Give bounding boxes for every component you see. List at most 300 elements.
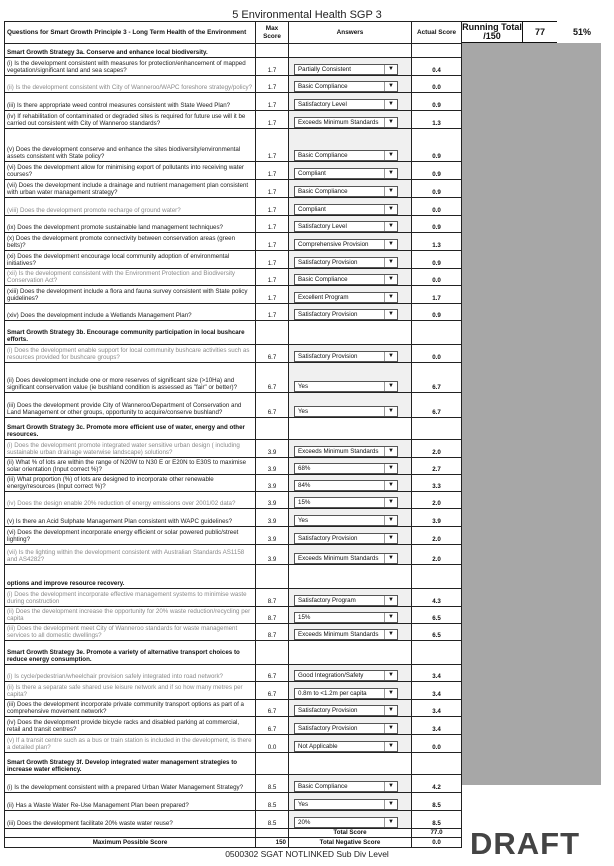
answer-cell [289,269,412,286]
answer-cell [289,129,412,162]
question-text: (iii) What proportion (%) of lots are designed to incorporate other renewable energy/resources (Input correct %)? [5,475,256,492]
answer-value: Exceeds Minimum Standards [298,118,379,126]
answer-dropdown[interactable] [294,64,398,75]
question-row [5,216,462,233]
answer-dropdown[interactable] [294,612,398,623]
max-score: 1.7 [256,269,289,286]
chevron-down-icon[interactable]: ▼ [384,82,397,91]
section-heading: Smart Growth Strategy 3c. Promote more efficient use of water, energy and other resources. [5,418,256,440]
answer-value: 15% [298,498,311,506]
question-row [5,624,462,641]
question-text: (viii) Does the development promote recharge of ground water? [5,198,256,216]
question-row [5,393,462,418]
answer-dropdown[interactable] [294,309,398,320]
answer-value: 84% [298,481,311,489]
empty-cell [256,44,289,58]
question-row [5,251,462,269]
empty-cell [412,753,462,775]
question-text: (i) Is the development consistent with measures for protection/enhancement of mapped vegetation/significant land and sea scapes? [5,58,256,76]
actual-score: 0.4 [412,58,462,76]
chevron-down-icon[interactable]: ▼ [384,407,397,416]
actual-score: 6.7 [412,393,462,418]
question-text: (iv) Does the development provide bicycle racks and disabled parking at commercial, retail and transit centres? [5,717,256,735]
section-heading: Smart Growth Strategy 3f. Develop integrated water management strategies to increase water efficiency. [5,753,256,775]
actual-score: 0.9 [412,251,462,269]
answer-value: Basic Compliance [298,275,348,283]
max-score: 1.7 [256,233,289,251]
question-row [5,58,462,76]
max-score: 6.7 [256,700,289,717]
question-text: (ix) Does the development promote sustainable land management techniques? [5,216,256,233]
question-row [5,111,462,129]
question-row [5,345,462,363]
actual-score: 0.0 [412,345,462,363]
max-score: 1.7 [256,162,289,180]
chevron-down-icon[interactable]: ▼ [384,382,397,391]
chevron-down-icon[interactable]: ▼ [384,258,397,267]
max-score: 3.9 [256,492,289,509]
answer-value: Satisfactory Provision [298,352,358,360]
totals-spacer [256,829,289,838]
total-score-label: Total Score [289,829,412,838]
answer-dropdown[interactable] [294,81,398,92]
answer-value: Excellent Program [298,293,349,301]
answer-cell [289,589,412,607]
max-score: 3.9 [256,509,289,527]
answer-value: Exceeds Minimum Standards [298,447,379,455]
answer-dropdown[interactable] [294,292,398,303]
actual-score: 2.7 [412,458,462,475]
answer-cell [289,545,412,565]
actual-score: 1.3 [412,233,462,251]
actual-score: 6.5 [412,607,462,624]
answer-dropdown[interactable] [294,533,398,544]
answer-value: Exceeds Minimum Standards [298,630,379,638]
empty-cell [412,418,462,440]
answer-value: Satisfactory Level [298,222,347,230]
answer-dropdown[interactable] [294,629,398,640]
page-title: 5 Environmental Health SGP 3 [232,9,382,21]
max-score: 1.7 [256,198,289,216]
question-row [5,440,462,458]
question-row [5,198,462,216]
answer-cell [289,304,412,321]
answer-dropdown[interactable] [294,99,398,110]
answer-cell [289,775,412,793]
answer-value: Exceeds Minimum Standards [298,554,379,562]
chevron-down-icon[interactable]: ▼ [384,275,397,284]
answer-cell [289,76,412,93]
answer-value: Satisfactory Provision [298,534,358,542]
chevron-down-icon[interactable]: ▼ [384,187,397,196]
answer-value: 0.8m to <1.2m per capita [298,689,367,697]
question-text: (x) Does the development promote connectivity between conservation areas (green belts)? [5,233,256,251]
chevron-down-icon[interactable]: ▼ [384,724,397,733]
answer-value: Yes [298,800,309,808]
chevron-down-icon[interactable]: ▼ [384,596,397,605]
chevron-down-icon[interactable]: ▼ [384,782,397,791]
answer-cell [289,624,412,641]
answer-value: Basic Compliance [298,187,348,195]
answer-value: Yes [298,382,309,390]
actual-score: 0.9 [412,93,462,111]
question-column-header: Questions for Smart Growth Principle 3 - Long Term Health of the Environment [5,22,256,44]
question-row [5,607,462,624]
section-heading: Smart Growth Strategy 3b. Encourage community participation in local bushcare efforts. [5,321,256,345]
answer-cell [289,665,412,682]
empty-cell [289,565,412,589]
answer-value: Basic Compliance [298,82,348,90]
max-score: 0.0 [256,735,289,753]
empty-cell [256,565,289,589]
max-score: 1.7 [256,76,289,93]
actual-score: 4.2 [412,775,462,793]
answer-dropdown[interactable] [294,463,398,474]
answer-dropdown[interactable] [294,741,398,752]
question-text: (iv) Does the design enable 20% reduction of energy emissions over 2001/02 data? [5,492,256,509]
question-row [5,304,462,321]
question-text: (iii) Does the development facilitate 20% waste water reuse? [5,811,256,829]
answer-cell [289,811,412,829]
actual-score: 0.0 [412,735,462,753]
actual-score: 3.4 [412,665,462,682]
answer-value: 15% [298,613,311,621]
max-score: 3.9 [256,458,289,475]
section-heading: Smart Growth Strategy 3e. Promote a variety of alternative transport choices to reduce energy consumption. [5,641,256,665]
answer-dropdown[interactable] [294,497,398,508]
answer-cell [289,216,412,233]
answer-dropdown[interactable] [294,446,398,457]
section-heading: options and improve resource recovery. [5,565,256,589]
question-text: (xii) Is the development consistent with the Environment Protection and Biodiversity Conservation Act? [5,269,256,286]
chevron-down-icon[interactable]: ▼ [384,671,397,680]
question-text: (ii) Is the development consistent with City of Wanneroo/WAPC foreshore strategy/policy? [5,76,256,93]
question-text: (i) Does the development incorporate effective management systems to minimise waste during construction [5,589,256,607]
question-row [5,793,462,811]
actual-score: 3.4 [412,717,462,735]
answer-dropdown[interactable] [294,406,398,417]
answer-cell [289,180,412,198]
chevron-down-icon[interactable]: ▼ [384,554,397,563]
max-score: 1.7 [256,93,289,111]
answer-dropdown[interactable] [294,150,398,161]
answer-cell [289,93,412,111]
empty-cell [412,321,462,345]
max-possible-score-label: Maximum Possible Score [5,838,256,848]
answer-cell [289,793,412,811]
actual-score: 0.0 [412,269,462,286]
max-score: 1.7 [256,180,289,198]
total-score-value: 77.0 [412,829,462,838]
chevron-down-icon[interactable]: ▼ [384,481,397,490]
empty-cell [289,418,412,440]
max-score: 3.9 [256,545,289,565]
answer-dropdown[interactable] [294,480,398,491]
answer-value: Yes [298,516,309,524]
actual-score: 6.7 [412,363,462,393]
empty-cell [412,641,462,665]
question-text: (xiv) Does the development include a Wetlands Management Plan? [5,304,256,321]
question-text: (v) If a transit centre such as a bus or train station is included in the development, is there a detailed plan? [5,735,256,753]
question-text: (vi) Does the development allow for minimising export of pollutants into receiving water courses? [5,162,256,180]
answers-column-header: Answers [289,22,412,44]
chevron-down-icon[interactable]: ▼ [384,169,397,178]
question-text: (iii) Does the development provide City of Wanneroo/Department of Conservation and Land Management or other groups, opportunity to acquire/conserve bushland? [5,393,256,418]
chevron-down-icon[interactable]: ▼ [384,613,397,622]
answer-dropdown[interactable] [294,705,398,716]
question-row [5,129,462,162]
answer-dropdown[interactable] [294,799,398,810]
actual-score: 0.9 [412,162,462,180]
question-row [5,775,462,793]
chevron-down-icon[interactable]: ▼ [384,464,397,473]
chevron-down-icon[interactable]: ▼ [384,310,397,319]
question-row [5,700,462,717]
answer-dropdown[interactable] [294,723,398,734]
answer-value: Satisfactory Level [298,100,347,108]
actual-score: 2.0 [412,527,462,545]
section-row [5,565,462,589]
question-text: (i) Does the development promote integrated water sensitive urban design ( including sustainable urban drainage waterwise landscape) solutions? [5,440,256,458]
question-text: (ii) Has a Waste Water Re-Use Management Plan been prepared? [5,793,256,811]
question-text: (iii) Is there appropriate weed control measures consistent with State Weed Plan? [5,93,256,111]
answer-dropdown[interactable] [294,168,398,179]
question-row [5,233,462,251]
answer-dropdown[interactable] [294,817,398,828]
section-row [5,44,462,58]
answer-cell [289,527,412,545]
max-score: 6.7 [256,345,289,363]
answer-dropdown[interactable] [294,515,398,526]
actual-score: 3.4 [412,700,462,717]
actual-score: 8.5 [412,811,462,829]
max-score: 1.7 [256,58,289,76]
chevron-down-icon[interactable]: ▼ [384,65,397,74]
empty-cell [256,753,289,775]
answer-value: Compliant [298,169,326,177]
max-score: 8.7 [256,589,289,607]
answer-cell [289,251,412,269]
actual-score: 0.9 [412,180,462,198]
question-text: (iv) If rehabilitation of contaminated or degraded sites is required for future use will it be carried out consistent with City of Wanneroo standards? [5,111,256,129]
answer-value: Good Integration/Safety [298,671,364,679]
answer-dropdown[interactable] [294,381,398,392]
max-score: 1.7 [256,251,289,269]
question-text: (vi) Does the development incorporate energy efficient or solar powered public/street lighting? [5,527,256,545]
answer-cell [289,492,412,509]
question-text: (xi) Does the development encourage local community adoption of environmental initiatives? [5,251,256,269]
answer-value: Yes [298,407,309,415]
chevron-down-icon[interactable]: ▼ [384,222,397,231]
answer-cell [289,162,412,180]
answer-dropdown[interactable] [294,670,398,681]
answer-cell [289,198,412,216]
answer-dropdown[interactable] [294,688,398,699]
question-row [5,76,462,93]
chevron-down-icon[interactable]: ▼ [384,447,397,456]
max-score: 1.7 [256,111,289,129]
question-row [5,363,462,393]
answer-value: Not Applicable [298,742,338,750]
page-footer: 0500302 SGAT NOTLINKED Sub Div Level [225,849,389,859]
answer-dropdown[interactable] [294,186,398,197]
question-row [5,475,462,492]
answer-cell [289,682,412,700]
section-row [5,753,462,775]
answer-cell [289,111,412,129]
question-row [5,269,462,286]
max-score: 1.7 [256,216,289,233]
assessment-table [4,21,462,848]
section-row [5,641,462,665]
chevron-down-icon[interactable]: ▼ [384,100,397,109]
question-text: (iii) Does the development meet City of Wanneroo standards for waste management services to all domestic dwellings? [5,624,256,641]
max-score-column-header: Max Score [256,22,289,44]
empty-cell [412,44,462,58]
answer-cell [289,607,412,624]
max-score: 1.7 [256,286,289,304]
question-text: (i) Is cycle/pedestrian/wheelchair provision safely integrated into road network? [5,665,256,682]
actual-score: 3.4 [412,682,462,700]
chevron-down-icon[interactable]: ▼ [384,742,397,751]
chevron-down-icon[interactable]: ▼ [384,534,397,543]
answer-value: Satisfactory Provision [298,724,358,732]
running-total-percent: 51% [557,21,607,43]
max-score: 8.5 [256,775,289,793]
answer-cell [289,440,412,458]
answer-value: Basic Compliance [298,782,348,790]
empty-cell [256,418,289,440]
actual-score: 0.9 [412,304,462,321]
max-score: 6.7 [256,665,289,682]
actual-score: 0.9 [412,216,462,233]
max-score: 1.7 [256,304,289,321]
answer-cell [289,509,412,527]
chevron-down-icon[interactable]: ▼ [384,151,397,160]
answer-dropdown[interactable] [294,781,398,792]
running-total-value: 77 [522,21,558,43]
max-score: 6.7 [256,682,289,700]
answer-dropdown[interactable] [294,117,398,128]
answer-value: 68% [298,464,311,472]
question-row [5,180,462,198]
chevron-down-icon[interactable]: ▼ [384,205,397,214]
answer-value: 20% [298,818,311,826]
answer-cell [289,345,412,363]
actual-score: 3.3 [412,475,462,492]
empty-cell [289,753,412,775]
max-score: 8.5 [256,793,289,811]
chevron-down-icon[interactable]: ▼ [384,630,397,639]
chevron-down-icon[interactable]: ▼ [384,689,397,698]
answer-cell [289,286,412,304]
answer-cell [289,717,412,735]
question-row [5,665,462,682]
answer-value: Satisfactory Program [298,596,356,604]
answer-cell [289,233,412,251]
question-row [5,545,462,565]
section-row [5,321,462,345]
section-row [5,418,462,440]
empty-cell [256,321,289,345]
chevron-down-icon[interactable]: ▼ [384,706,397,715]
chevron-down-icon[interactable]: ▼ [384,516,397,525]
actual-score: 1.7 [412,286,462,304]
answer-cell [289,363,412,393]
max-score: 3.9 [256,440,289,458]
answer-value: Compliant [298,205,326,213]
empty-cell [412,565,462,589]
answer-cell [289,458,412,475]
question-row [5,527,462,545]
question-text: (v) Is there an Acid Sulphate Management Plan consistent with WAPC guidelines? [5,509,256,527]
question-row [5,717,462,735]
answer-dropdown[interactable] [294,204,398,215]
total-negative-score-value: 0.0 [412,838,462,848]
answer-cell [289,700,412,717]
actual-score: 2.0 [412,440,462,458]
actual-score: 4.3 [412,589,462,607]
answer-dropdown[interactable] [294,351,398,362]
totals-spacer [5,829,256,838]
max-possible-score-value: 150 [256,838,289,848]
question-text: (ii) What % of lots are within the range of N20W to N30 E or E20N to E30S to maximise solar orientation (Input correct %)? [5,458,256,475]
actual-score: 0.0 [412,198,462,216]
question-text: (i) Is the development consistent with a prepared Urban Water Management Strategy? [5,775,256,793]
actual-score: 1.3 [412,111,462,129]
question-text: (vii) Is the lighting within the development consistent with Australian Standards AS1158 and AS4282? [5,545,256,565]
total-negative-score-label: Total Negative Score [289,838,412,848]
answer-value: Satisfactory Provision [298,706,358,714]
chevron-down-icon[interactable]: ▼ [384,498,397,507]
answer-value: Partially Consistent [298,65,351,73]
answer-cell [289,58,412,76]
chevron-down-icon[interactable]: ▼ [384,352,397,361]
question-row [5,509,462,527]
chevron-down-icon[interactable]: ▼ [384,293,397,302]
chevron-down-icon[interactable]: ▼ [384,118,397,127]
answer-dropdown[interactable] [294,553,398,564]
max-score: 6.7 [256,717,289,735]
answer-dropdown[interactable] [294,595,398,606]
question-text: (ii) Does the development increase the opportunity for 20% waste reduction/recycling per capita [5,607,256,624]
actual-score: 3.9 [412,509,462,527]
max-score: 8.7 [256,624,289,641]
answer-value: Satisfactory Provision [298,258,358,266]
answer-dropdown[interactable] [294,274,398,285]
answer-dropdown[interactable] [294,221,398,232]
answer-dropdown[interactable] [294,257,398,268]
answer-dropdown[interactable] [294,239,398,250]
question-row [5,93,462,111]
chevron-down-icon[interactable]: ▼ [384,240,397,249]
question-text: (v) Does the development conserve and enhance the sites biodiversity/environmental assets consistent with State policy? [5,129,256,162]
max-score: 6.7 [256,393,289,418]
max-score: 1.7 [256,129,289,162]
max-score: 8.5 [256,811,289,829]
answer-cell [289,475,412,492]
question-text: (i) Does the development enable support for local community bushcare activities such as resources provided for bushcare groups? [5,345,256,363]
max-score: 8.7 [256,607,289,624]
chevron-down-icon[interactable]: ▼ [384,800,397,809]
question-row [5,682,462,700]
actual-score: 0.9 [412,129,462,162]
question-row [5,492,462,509]
max-score: 6.7 [256,363,289,393]
actual-score: 2.0 [412,492,462,509]
empty-cell [289,321,412,345]
chevron-down-icon[interactable]: ▼ [384,818,397,827]
